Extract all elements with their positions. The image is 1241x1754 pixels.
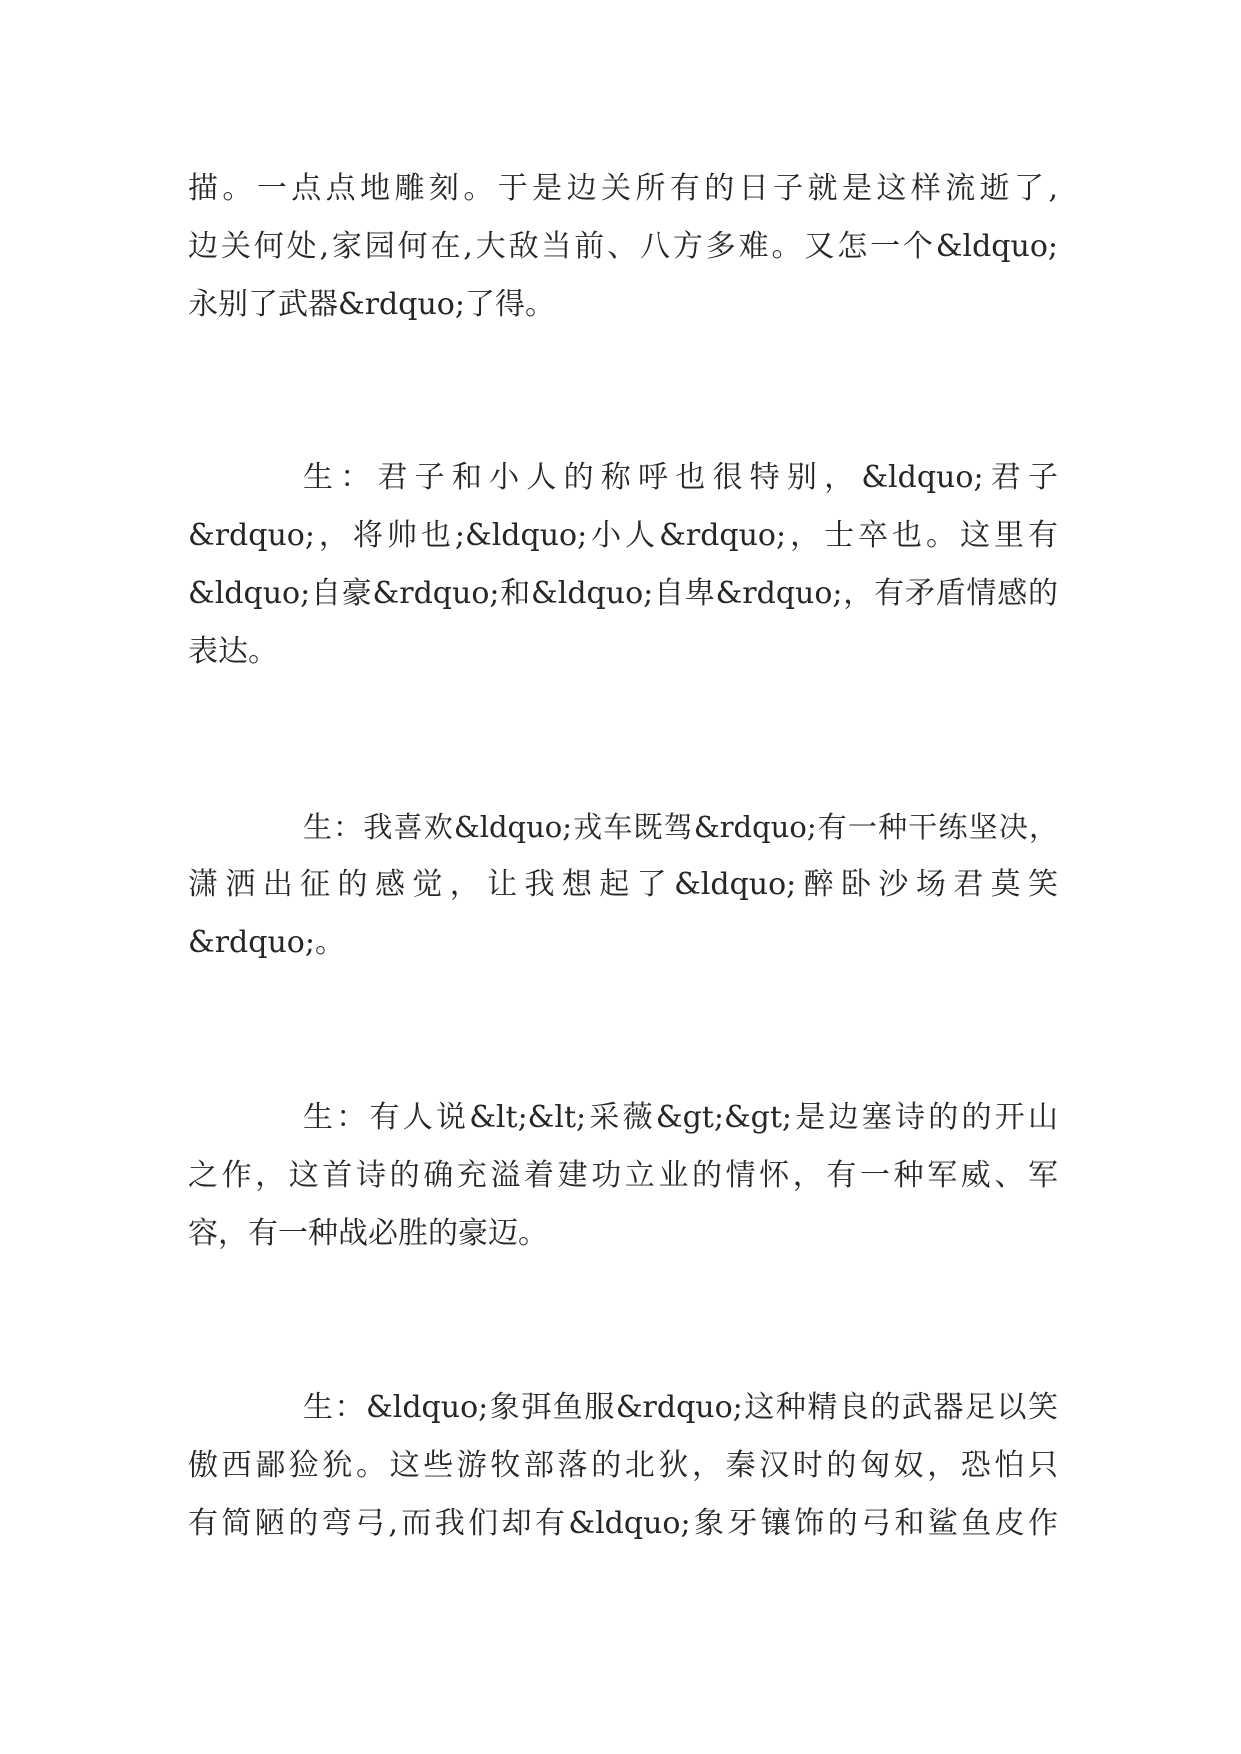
paragraph-3-line-2: 潇洒出征的感觉，让我想起了&ldquo;醉卧沙场君莫笑 xyxy=(188,867,1058,902)
paragraph-2-line-4: 表达。 xyxy=(188,634,278,669)
paragraph-3 xyxy=(188,798,1058,972)
paragraph-4-line-1: 生：有人说&lt;&lt;采薇&gt;&gt;是边塞诗的的开山 xyxy=(303,1100,1058,1135)
paragraph-5-line-3: 有简陋的弯弓,而我们却有&ldquo;象牙镶饰的弓和鲨鱼皮作 xyxy=(188,1506,1058,1541)
paragraph-2-line-1: 生：君子和小人的称呼也很特别，&ldquo;君子 xyxy=(303,460,1058,495)
paragraph-1-line-3: 永别了武器&rdquo;了得。 xyxy=(188,287,555,322)
paragraph-2-line-2: &rdquo;，将帅也;&ldquo;小人&rdquo;，士卒也。这里有 xyxy=(188,518,1058,553)
paragraph-2-line-3: &ldquo;自豪&rdquo;和&ldquo;自卑&rdquo;，有矛盾情感的 xyxy=(188,576,1058,611)
paragraph-3-line-1: 生：我喜欢&ldquo;戎车既驾&rdquo;有一种干练坚决， xyxy=(303,810,1058,844)
paragraph-1-line-2: 边关何处,家园何在,大敌当前、八方多难。又怎一个&ldquo; xyxy=(188,229,1058,264)
paragraph-4 xyxy=(188,1089,1058,1263)
paragraph-5-line-2: 傲西鄙猃狁。这些游牧部落的北狄，秦汉时的匈奴，恐怕只 xyxy=(188,1448,1058,1483)
paragraph-3-line-3: &rdquo;。 xyxy=(188,925,345,960)
paragraph-1 xyxy=(188,160,1058,334)
paragraph-2 xyxy=(188,449,1058,681)
paragraph-4-line-3: 容，有一种战必胜的豪迈。 xyxy=(188,1216,548,1251)
paragraph-5-line-1: 生：&ldquo;象弭鱼服&rdquo;这种精良的武器足以笑 xyxy=(303,1390,1058,1425)
paragraph-4-line-2: 之作，这首诗的确充溢着建功立业的情怀，有一种军威、军 xyxy=(188,1158,1058,1193)
paragraph-1-line-1: 描。一点点地雕刻。于是边关所有的日子就是这样流逝了, xyxy=(188,171,1058,206)
paragraph-5 xyxy=(188,1379,1058,1553)
